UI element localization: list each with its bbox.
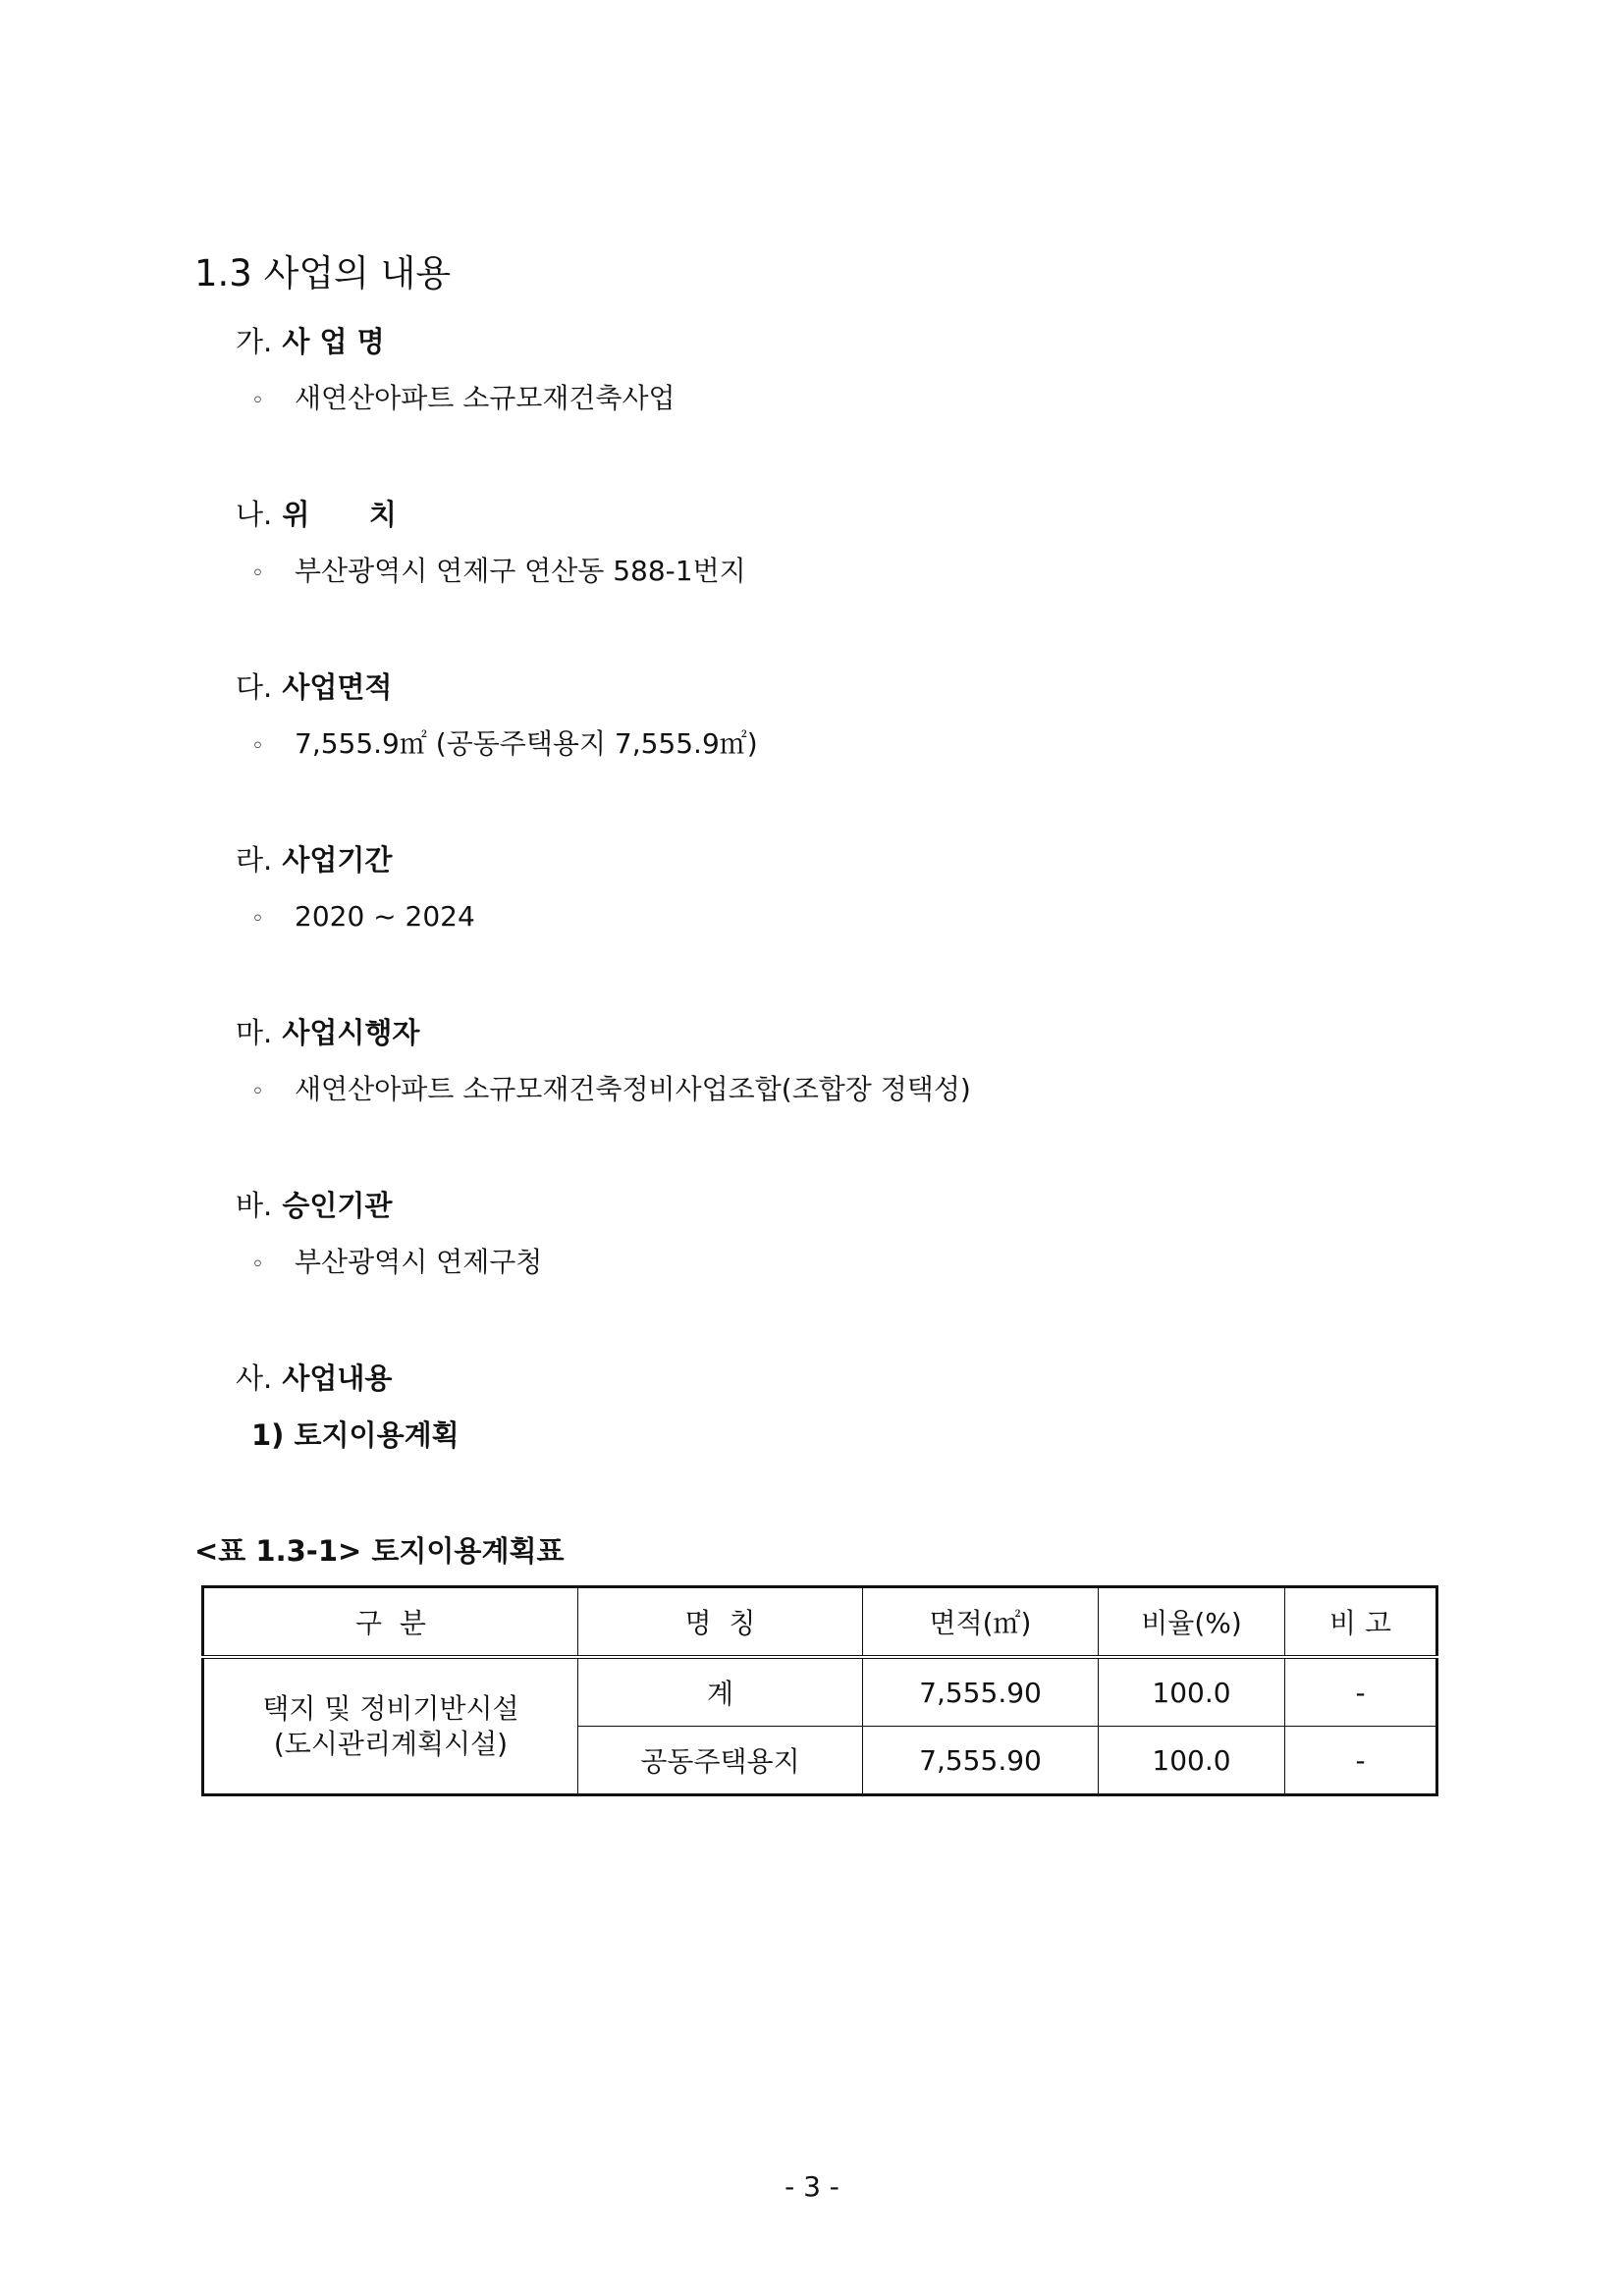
item-marker: 마. [236,1016,273,1049]
item-bullet-implementer [251,1072,971,1110]
section-title [194,251,451,296]
cell-area: 7,555.90 [863,1727,1099,1795]
cell-name: 공동주택용지 [578,1727,863,1795]
item-marker: 사. [236,1362,273,1395]
cell-ratio: 100.0 [1099,1657,1285,1727]
cell-note: - [1285,1657,1437,1727]
bullet-icon: ◦ [251,907,264,932]
item-heading-text: 사업기간 [282,843,393,877]
item-heading-text: 사업내용 [282,1362,393,1395]
header-category: 구 분 [203,1587,578,1658]
item-heading-text: 위 치 [282,498,397,531]
header-ratio: 비율(%) [1099,1587,1285,1658]
section-title-text: 사업의 내용 [263,252,452,294]
header-name: 명 칭 [578,1587,863,1658]
item-bullet-text: 새연산아파트 소규모재건축사업 [295,382,676,414]
land-use-table [201,1585,1438,1796]
item-heading-period [236,842,392,878]
bullet-icon: ◦ [251,561,264,586]
item-bullet-text: 새연산아파트 소규모재건축정비사업조합(조합장 정택성) [295,1073,971,1105]
cell-ratio: 100.0 [1099,1727,1285,1795]
item-heading-content [236,1361,392,1396]
table-row [203,1657,1437,1727]
bullet-icon: ◦ [251,1253,264,1277]
cell-area: 7,555.90 [863,1657,1099,1727]
cell-name: 계 [578,1657,863,1727]
bullet-icon: ◦ [251,734,264,759]
header-area: 면적(㎡) [863,1587,1099,1658]
item-bullet-project-name [251,381,676,419]
item-bullet-text: 부산광역시 연제구 연산동 588-1번지 [295,555,746,587]
item-heading-text: 승인기관 [282,1189,393,1222]
item-bullet-location [251,554,746,592]
item-bullet-text: 7,555.9㎡ (공동주택용지 7,555.9㎡) [295,727,758,760]
item-bullet-period [251,899,475,937]
item-bullet-text: 2020 ~ 2024 [295,900,475,933]
item-heading-implementer [236,1015,419,1050]
item-marker: 다. [236,670,273,704]
item-heading-text: 사업면적 [282,670,393,704]
subitem-land-use-plan: 1) 토지이용계획 [251,1418,460,1452]
cell-category [203,1657,578,1795]
item-bullet-approval [251,1245,542,1283]
item-heading-project-name [236,324,385,359]
item-marker: 가. [236,325,273,358]
header-note: 비 고 [1285,1587,1437,1658]
item-heading-location [236,497,397,532]
item-heading-area [236,669,392,705]
item-bullet-area [251,726,758,765]
table-header-row [203,1587,1437,1658]
item-heading-text: 사업시행자 [282,1016,420,1049]
table-caption: <표 1.3-1> 토지이용계획표 [194,1534,565,1568]
item-heading-approval [236,1188,392,1223]
section-number: 1.3 [194,252,252,294]
category-line1: 택지 및 정비기반시설 [262,1691,519,1725]
item-marker: 라. [236,843,273,877]
item-bullet-text: 부산광역시 연제구청 [295,1246,543,1278]
bullet-icon: ◦ [251,1080,264,1104]
page-number: - 3 - [785,2170,839,2203]
cell-note: - [1285,1727,1437,1795]
item-marker: 나. [236,498,273,531]
item-heading-text: 사 업 명 [282,325,385,358]
category-line2: (도시관리계획시설) [273,1727,509,1760]
bullet-icon: ◦ [251,389,264,413]
item-marker: 바. [236,1189,273,1222]
